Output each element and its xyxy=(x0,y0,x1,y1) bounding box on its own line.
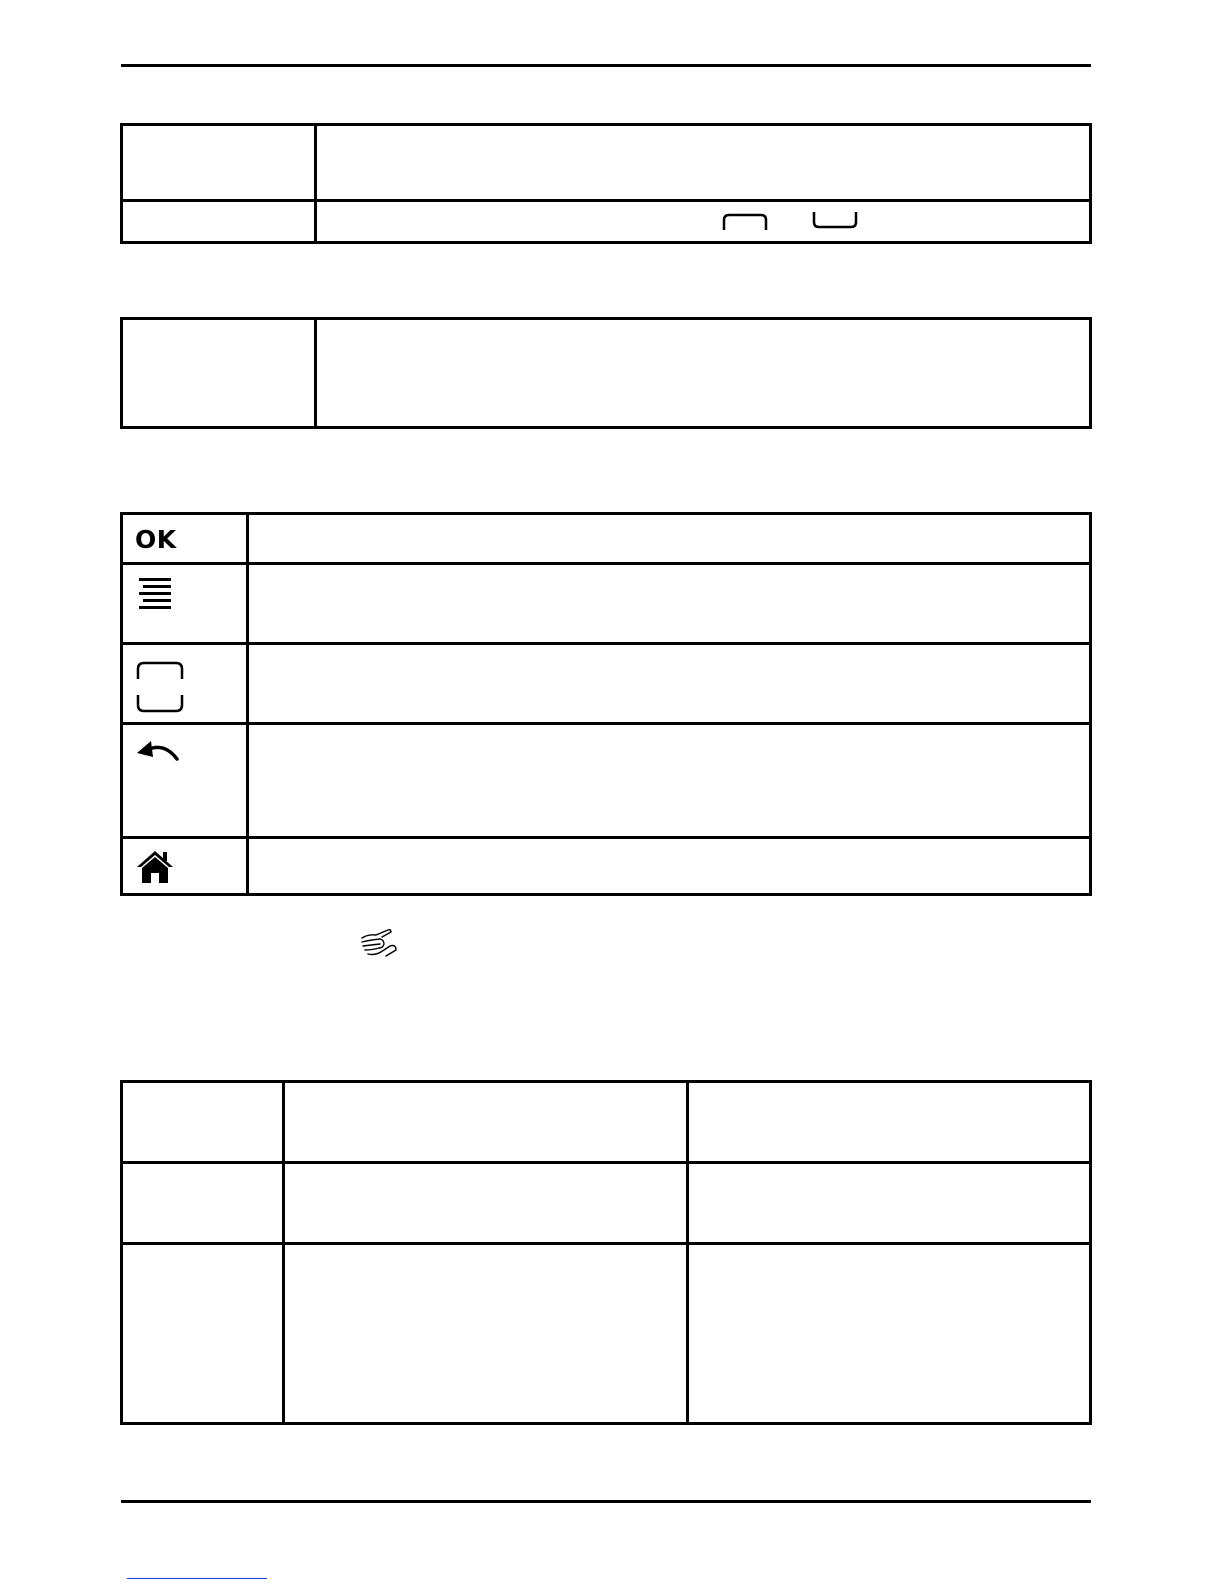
table1-label-cell xyxy=(122,125,316,201)
key-description xyxy=(248,644,1091,724)
key-description xyxy=(248,724,1091,838)
table2-label-cell xyxy=(122,319,316,428)
key-cell-home xyxy=(122,838,248,895)
ok-key-icon: OK xyxy=(135,525,177,554)
table3-cell xyxy=(284,1163,688,1244)
key-cell-navigation xyxy=(122,644,248,724)
key-description xyxy=(248,838,1091,895)
menu-icon xyxy=(135,577,175,609)
table3-cell xyxy=(122,1244,284,1424)
key-down-icon xyxy=(811,210,859,232)
table1-label-cell xyxy=(122,201,316,243)
hand-pointer-icon xyxy=(358,926,398,960)
key-cell-ok xyxy=(122,514,248,564)
table3-cell xyxy=(122,1082,284,1163)
table3-cell xyxy=(284,1082,688,1163)
table3-cell xyxy=(688,1244,1091,1424)
table3-cell xyxy=(284,1244,688,1424)
key-description xyxy=(248,564,1091,644)
home-icon xyxy=(135,849,175,885)
header-rule xyxy=(121,64,1091,67)
back-arrow-icon xyxy=(135,737,183,767)
key-cell-menu xyxy=(122,564,248,644)
footer-rule xyxy=(121,1500,1091,1503)
table2-text-cell xyxy=(316,319,1091,428)
navigation-keys-icon xyxy=(135,661,185,713)
key-up-icon xyxy=(721,212,769,232)
keys-table xyxy=(120,512,1092,896)
info-table-1 xyxy=(120,123,1092,244)
info-table-2 xyxy=(120,317,1092,429)
key-cell-back xyxy=(122,724,248,838)
footer-link[interactable] xyxy=(127,1578,267,1579)
table3-cell xyxy=(688,1082,1091,1163)
key-description xyxy=(248,514,1091,564)
table1-text-cell xyxy=(316,201,1091,243)
table3-cell xyxy=(688,1163,1091,1244)
table1-text-cell xyxy=(316,125,1091,201)
table3-cell xyxy=(122,1163,284,1244)
info-table-3 xyxy=(120,1080,1092,1425)
